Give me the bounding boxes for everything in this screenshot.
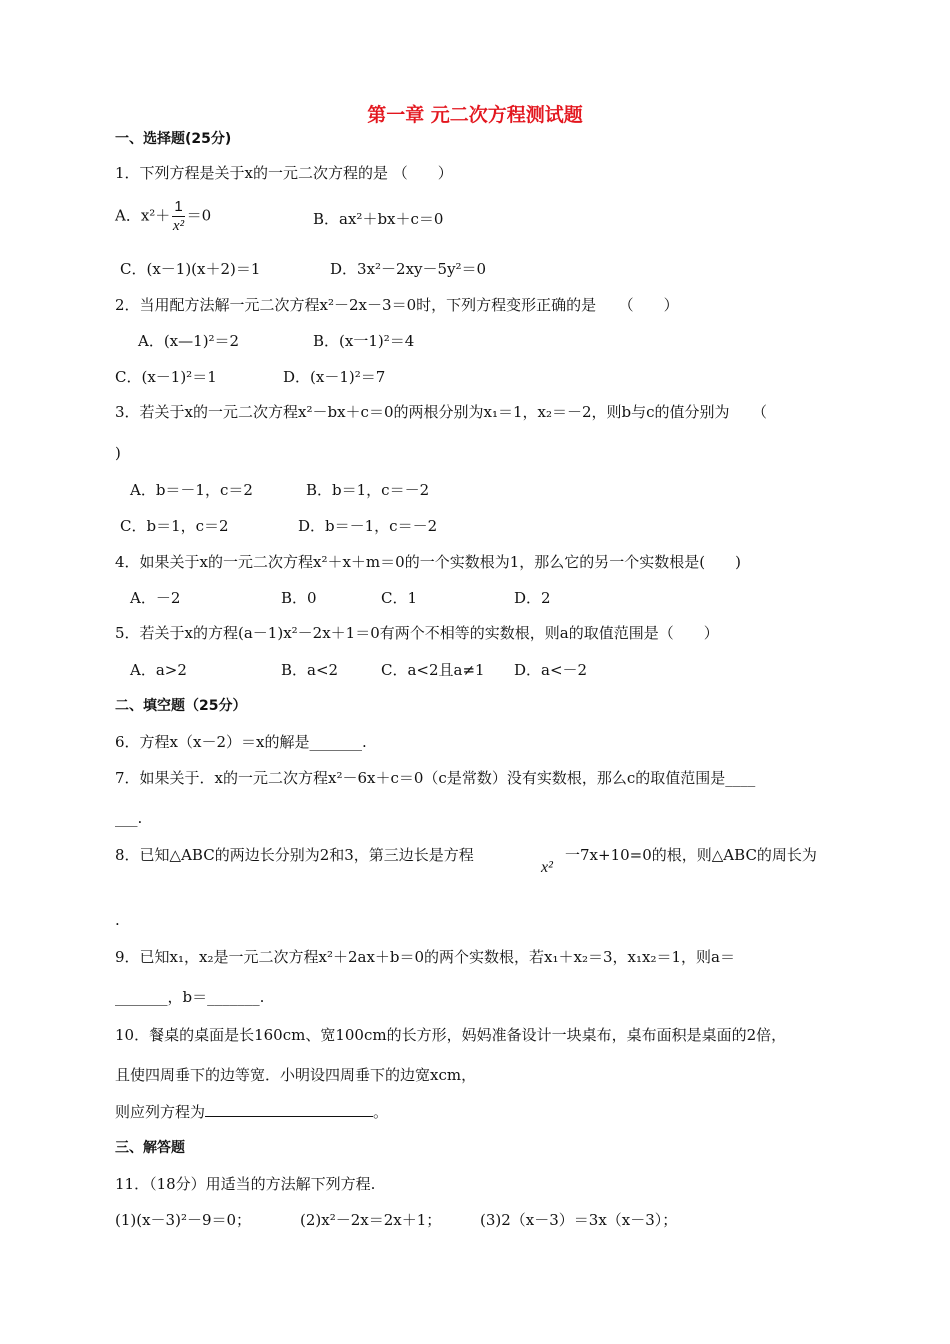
- answer-blank: [205, 1101, 373, 1117]
- question-4-option-c: C．1: [381, 589, 418, 607]
- fraction: [172, 198, 184, 235]
- question-3-option-a: A．b＝－1，c＝2: [130, 481, 253, 499]
- question-4-option-a: A．－2: [130, 589, 181, 607]
- question-8-x-squared: x²: [541, 859, 553, 876]
- question-1-option-b: B．ax²＋bx＋c＝0: [313, 210, 444, 228]
- question-5-option-a: A．a>2: [130, 661, 187, 679]
- question-8-stem: [115, 845, 474, 865]
- question-8-suffix: 一7x+10=0的根，则△ABC的周长为: [565, 846, 817, 864]
- question-2-option-b: B．(x一1)²＝4: [313, 332, 415, 350]
- question-2-option-a: A．(x—1)²＝2: [138, 332, 240, 350]
- fraction-denominator: x²: [172, 218, 185, 234]
- question-7-stem: 7．如果关于．x的一元二次方程x²－6x＋c＝0（c是常数）没有实数根，那么c的取值范围是____: [115, 769, 756, 787]
- question-3-option-c: C．b＝1，c＝2: [120, 517, 229, 535]
- question-2-option-c: C．(x－1)²＝1: [115, 368, 217, 386]
- question-10-line-1: 10．餐桌的桌面是长160cm、宽100cm的长方形，妈妈准备设计一块桌布，桌布面积是桌面的2倍，: [115, 1026, 787, 1044]
- question-10-line-2: 且使四周垂下的边等宽．小明设四周垂下的边宽xcm，: [115, 1066, 477, 1084]
- question-11-part-2: (2)x²－2x＝2x＋1；: [300, 1211, 442, 1229]
- question-4-stem: 4．如果关于x的一元二次方程x²＋x＋m＝0的一个实数根为1，那么它的另一个实数根是( ): [115, 553, 741, 571]
- question-11-stem: 11．（18分）用适当的方法解下列方程.: [115, 1175, 376, 1193]
- question-3-stem-continuation: ): [115, 444, 121, 462]
- question-5-option-d: D．a<－2: [514, 661, 588, 679]
- question-8-continuation: .: [115, 911, 120, 929]
- question-5-stem: 5．若关于x的方程(a－1)x²－2x＋1＝0有两个不相等的实数根，则a的取值范围是（ ）: [115, 624, 719, 642]
- question-3-option-b: B．b＝1，c＝－2: [306, 481, 430, 499]
- fraction-numerator: 1: [174, 198, 183, 215]
- question-4-option-d: D．2: [514, 589, 551, 607]
- question-9-stem: 9．已知x₁，x₂是一元二次方程x²＋2ax＋b＝0的两个实数根，若x₁＋x₂＝3，x₁x₂＝1，则a＝: [115, 948, 735, 966]
- question-7-continuation: ___.: [115, 809, 143, 827]
- question-1-option-c: C．(x－1)(x＋2)＝1: [120, 260, 261, 278]
- question-6: 6．方程x（x－2）＝x的解是_______.: [115, 733, 367, 751]
- question-2-option-d: D．(x－1)²＝7: [283, 368, 386, 386]
- question-10-suffix: 。: [373, 1103, 389, 1121]
- section-heading-solve: 三、解答题: [115, 1140, 185, 1156]
- option-a-prefix: A．x²＋: [115, 206, 171, 225]
- option-a-suffix: ＝0: [186, 206, 212, 225]
- question-11-part-3: (3)2（x－3）＝3x（x－3）；: [480, 1211, 678, 1229]
- question-5-option-b: B．a<2: [281, 661, 339, 679]
- question-11-part-1: (1)(x－3)²－9＝0；: [115, 1211, 252, 1229]
- question-4-option-b: B．0: [281, 589, 317, 607]
- question-5-option-c: C．a<2且a≠1: [381, 661, 485, 679]
- question-2-stem: 2．当用配方法解一元二次方程x²－2x－3＝0时，下列方程变形正确的是 （ ）: [115, 296, 679, 314]
- question-3-stem: 3．若关于x的一元二次方程x²－bx＋c＝0的两根分别为x₁＝1，x₂＝－2，则b与c的值分别为 （: [115, 403, 768, 421]
- question-10-prefix: 则应列方程为: [115, 1103, 206, 1121]
- question-10-line-3: [115, 1101, 388, 1122]
- question-8-prefix: 8．已知△ABC的两边长分别为2和3，第三边长是方程: [115, 846, 474, 864]
- question-1-option-a: [115, 198, 211, 235]
- question-1-stem: 1．下列方程是关于x的一元二次方程的是 （ ）: [115, 164, 453, 182]
- question-3-option-d: D．b＝－1，c＝－2: [298, 517, 438, 535]
- section-heading-choice: 一、选择题(25分): [115, 131, 232, 147]
- question-9-continuation: _______，b＝_______.: [115, 988, 265, 1006]
- page-title: 第一章 元二次方程测试题: [367, 104, 583, 126]
- section-heading-fill: 二、填空题（25分）: [115, 698, 247, 714]
- question-1-option-d: D．3x²－2xy－5y²＝0: [330, 260, 487, 278]
